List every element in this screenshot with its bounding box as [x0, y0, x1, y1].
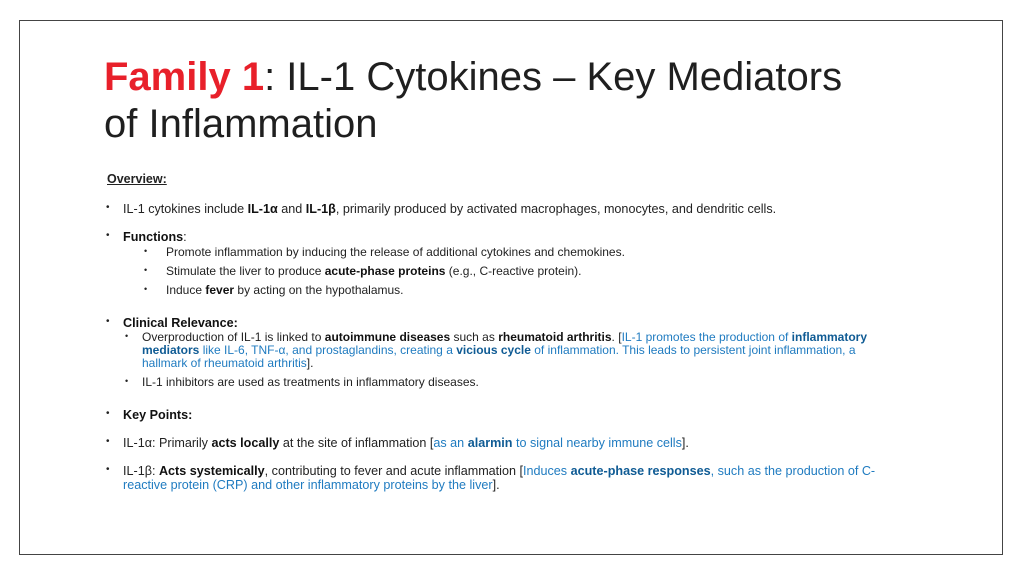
text: as an — [433, 436, 468, 450]
text: ]. — [492, 478, 500, 492]
text: . [ — [611, 330, 622, 344]
text: like IL-6, TNF-α, and prostaglandins, creating a — [199, 343, 457, 357]
clinical-item-1 — [125, 331, 885, 370]
bold-text: acute-phase responses — [570, 464, 711, 478]
text: ]. — [681, 436, 689, 450]
text: Induces — [523, 464, 571, 478]
text: IL-1 cytokines include — [123, 202, 248, 216]
functions-item-2 — [144, 265, 904, 279]
bullet-clinical-relevance — [104, 316, 904, 330]
bullet-dot: • — [144, 265, 148, 275]
text: (e.g., C-reactive protein). — [445, 264, 582, 278]
bullet-dot: • — [144, 246, 148, 256]
overview-heading: Overview: — [107, 172, 167, 186]
title-rest-line1: : IL-1 Cytokines – Key Mediators — [264, 55, 843, 99]
bullet-dot: • — [106, 230, 110, 241]
text: IL-1β: — [123, 464, 159, 478]
bold-il1b: IL-1β — [305, 202, 336, 216]
bullet-il1-overview — [104, 202, 904, 216]
clinical-label: Clinical Relevance: — [123, 316, 238, 330]
clinical-item-2 — [125, 376, 885, 390]
text: and — [277, 202, 306, 216]
slide-title — [104, 54, 964, 148]
bullet-key-points — [104, 408, 904, 422]
bullet-dot: • — [106, 202, 110, 213]
bullet-dot: • — [106, 464, 110, 475]
text: at the site of inflammation [ — [279, 436, 434, 450]
text: ]. — [306, 356, 314, 370]
bullet-dot: • — [106, 436, 110, 447]
bold-text: Acts systemically — [158, 464, 265, 478]
text: to signal nearby immune cells — [512, 436, 682, 450]
text: IL-1 inhibitors are used as treatments in inflammatory diseases. — [142, 375, 479, 389]
text: of inflammation. This leads to persistent joint inflammation, a hallmark of rheumatoid arthritis — [142, 343, 856, 370]
functions-label: Functions — [123, 230, 184, 244]
bullet-dot: • — [106, 316, 110, 327]
bold-text: vicious cycle — [456, 343, 531, 357]
key-points-label: Key Points: — [123, 408, 193, 422]
text: IL-1α: Primarily — [123, 436, 212, 450]
text: IL-1 promotes the production of — [621, 330, 792, 344]
bold-text: fever — [205, 283, 235, 297]
bold-text: acts locally — [211, 436, 280, 450]
text: , primarily produced by activated macrophages, monocytes, and dendritic cells. — [335, 202, 777, 216]
bullet-dot: • — [125, 376, 129, 386]
bullet-il1b — [104, 464, 894, 492]
functions-item-1 — [144, 246, 904, 260]
text: Promote inflammation by inducing the release of additional cytokines and chemokines. — [166, 245, 625, 259]
title-rest-line2: of Inflammation — [104, 102, 378, 146]
bold-text: autoimmune diseases — [324, 330, 451, 344]
bullet-dot: • — [125, 331, 129, 341]
bold-text: acute-phase proteins — [324, 264, 446, 278]
bullet-dot: • — [106, 408, 110, 419]
text: Overproduction of IL-1 is linked to — [142, 330, 325, 344]
text: by acting on the hypothalamus. — [234, 283, 404, 297]
bold-il1a: IL-1α — [247, 202, 278, 216]
bullet-functions — [104, 230, 904, 244]
title-family-label: Family 1 — [104, 55, 265, 99]
bold-text: inflammatory mediators — [142, 330, 868, 357]
text: Stimulate the liver to produce — [166, 264, 325, 278]
bold-text: alarmin — [467, 436, 513, 450]
text: , such as the production of C-reactive protein (CRP) and other inflammatory proteins by the liver — [123, 464, 876, 492]
blue-note — [433, 436, 682, 450]
text: : — [183, 230, 187, 244]
bullet-dot: • — [144, 284, 148, 294]
text: Induce — [166, 283, 206, 297]
bullet-il1a — [104, 436, 904, 450]
text: such as — [450, 330, 499, 344]
functions-item-3 — [144, 284, 904, 298]
text: , contributing to fever and acute inflammation [ — [264, 464, 523, 478]
slide-content — [104, 172, 904, 492]
bold-text: rheumatoid arthritis — [498, 330, 612, 344]
